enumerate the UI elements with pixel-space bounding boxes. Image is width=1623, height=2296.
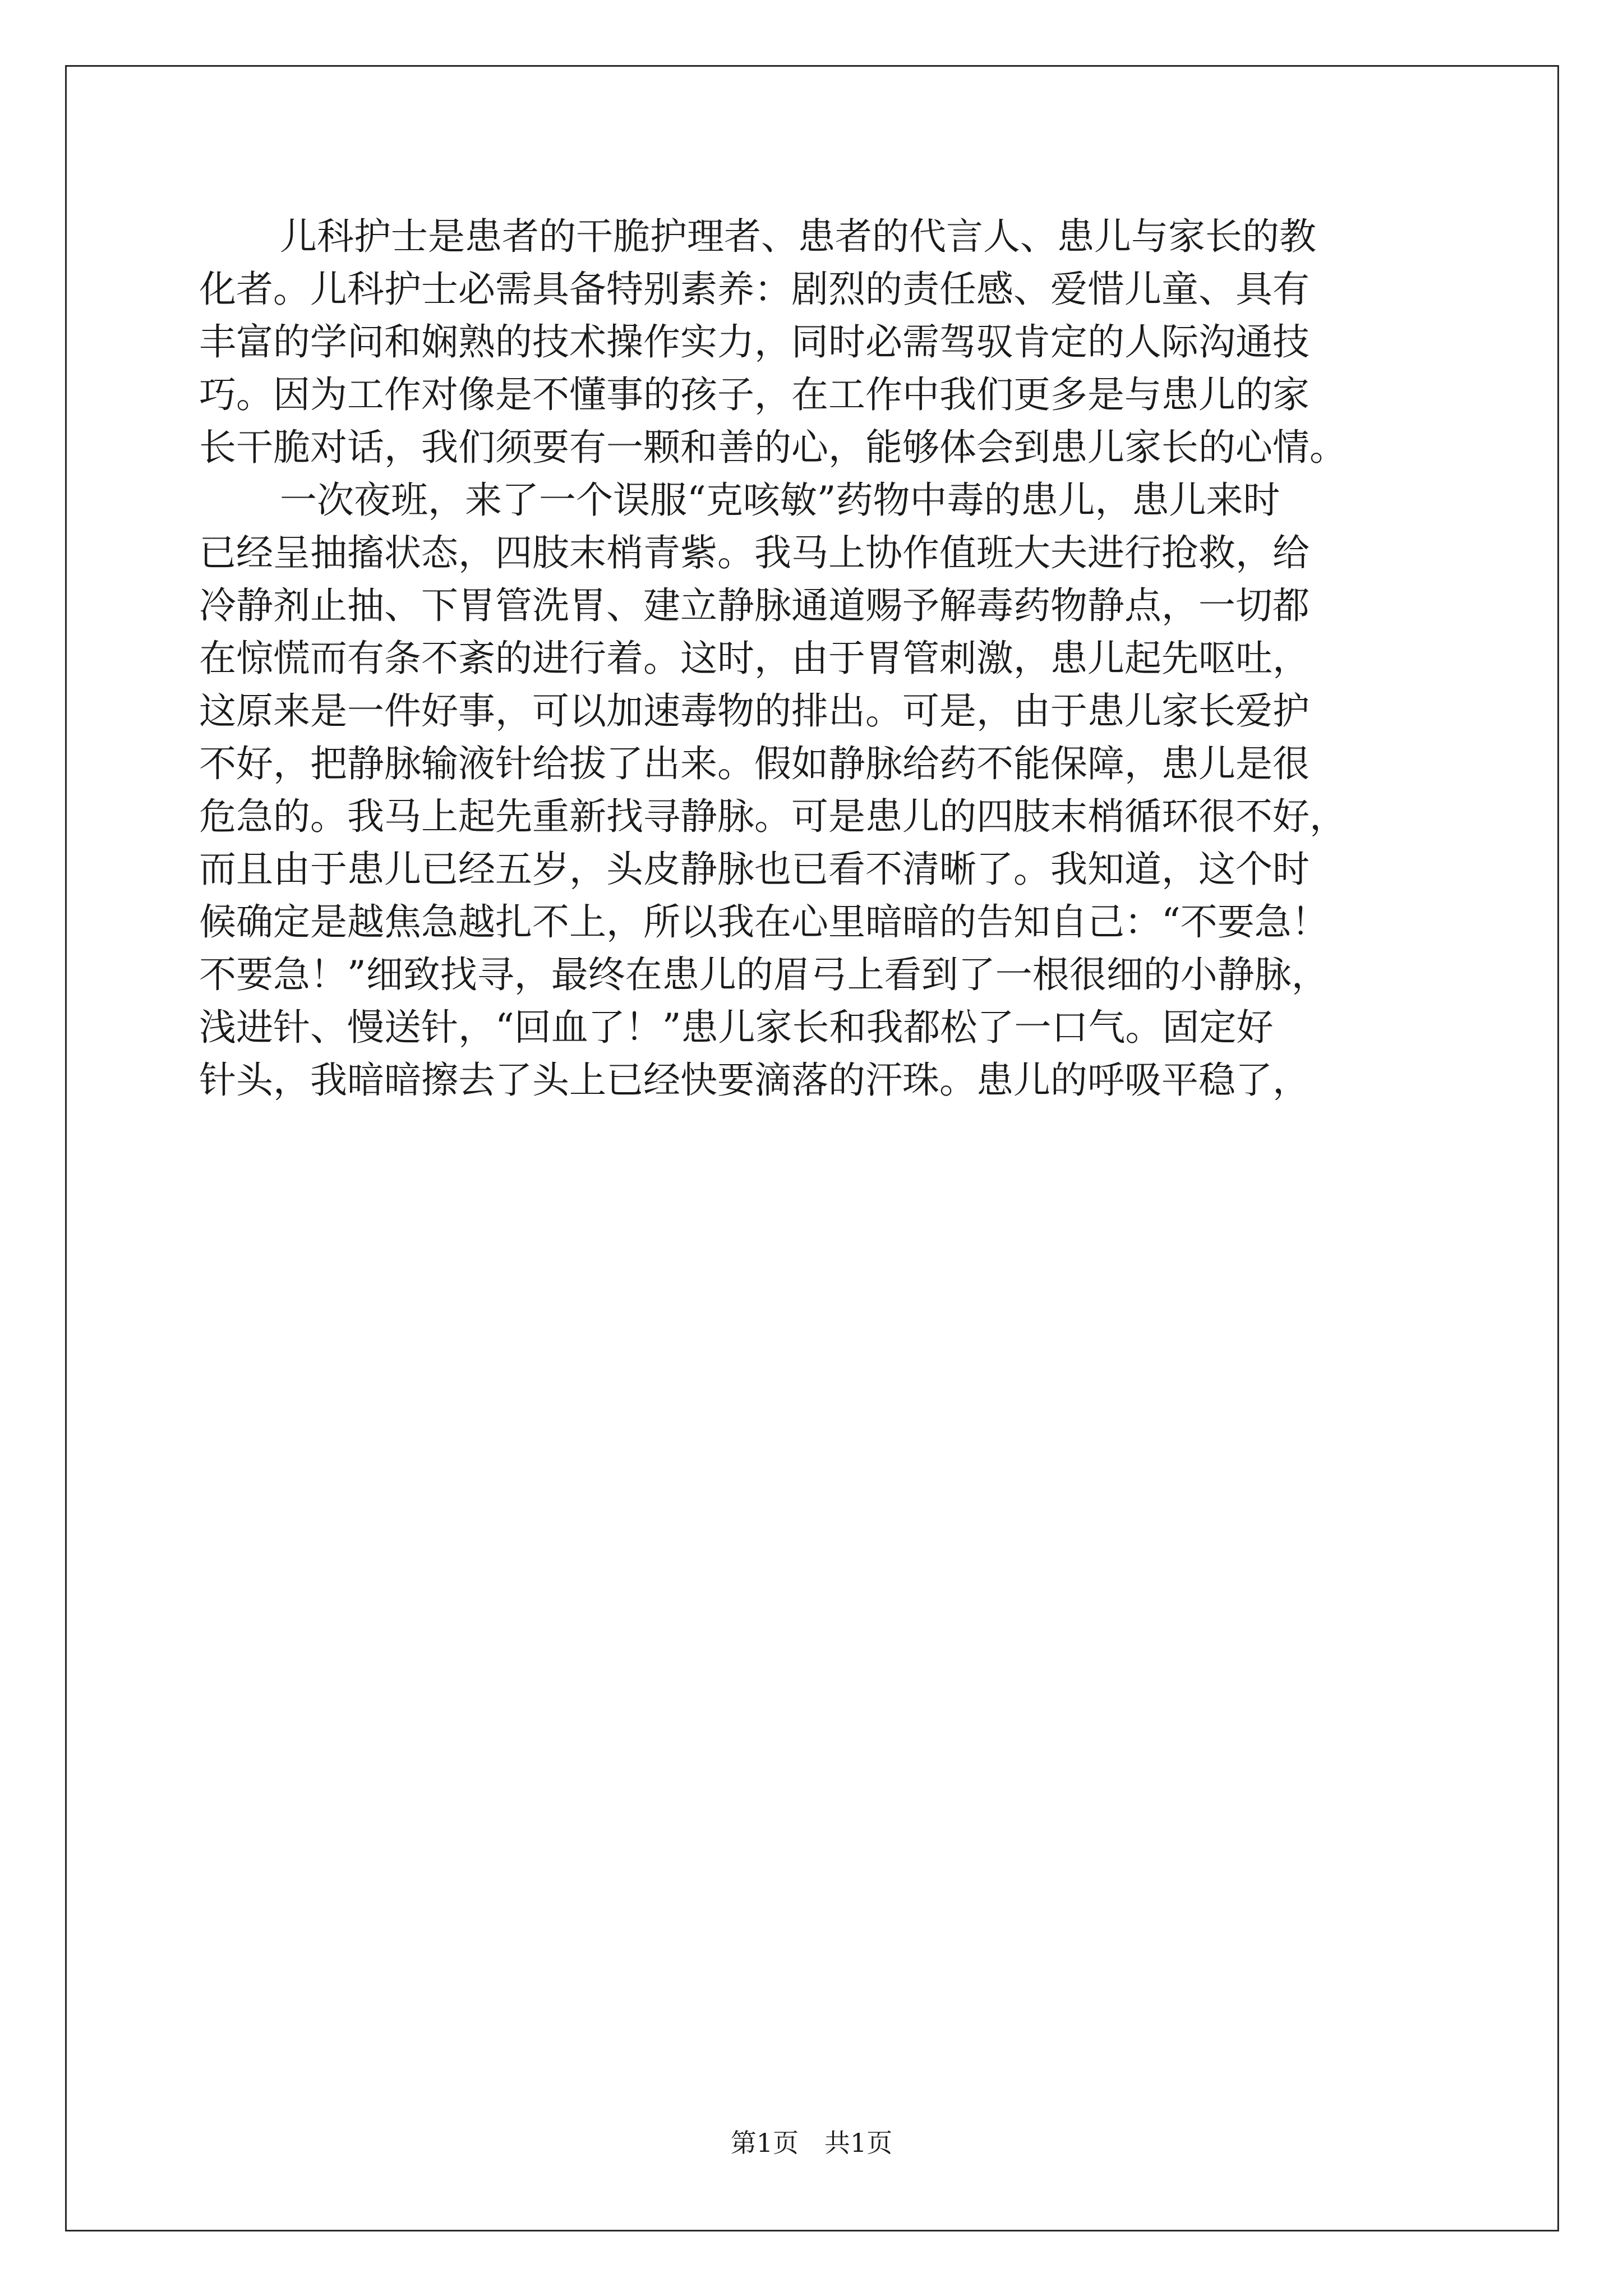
paragraph-2-line-1: 一次夜班，来了一个误服“克咳敏”药物中毒的患儿，患儿来时	[280, 478, 1280, 522]
paragraph-1-line-4: 巧。因为工作对像是不懂事的孩子，在工作中我们更多是与患儿的家	[199, 373, 1310, 416]
paragraph-2-line-10: 不要急！”细致找寻，最终在患儿的眉弓上看到了一根很细的小静脉，	[199, 953, 1329, 996]
paragraph-1-line-1: 儿科护士是患者的干脆护理者、患者的代言人、患儿与家长的教	[280, 215, 1316, 258]
document-body	[199, 210, 1430, 1107]
paragraph-2-line-4: 在惊慌而有条不紊的进行着。这时，由于胃管刺激，患儿起先呕吐，	[199, 637, 1310, 680]
paragraph-2-line-2: 已经呈抽搐状态，四肢末梢青紫。我马上协作值班大夫进行抢救，给	[199, 531, 1310, 574]
paragraph-2-line-3: 冷静剂止抽、下胃管洗胃、建立静脉通道赐予解毒药物静点，一切都	[199, 584, 1310, 627]
paragraph-2-line-5: 这原来是一件好事，可以加速毒物的排出。可是，由于患儿家长爱护	[199, 689, 1310, 733]
paragraph-1-line-2: 化者。儿科护士必需具备特别素养：剧烈的责任感、爱惜儿童、具有	[199, 268, 1310, 311]
paragraph-2-line-9: 候确定是越焦急越扎不上，所以我在心里暗暗的告知自己：“不要急！	[199, 900, 1329, 944]
paragraph-2-line-6: 不好，把静脉输液针给拔了出来。假如静脉给药不能保障，患儿是很	[199, 742, 1310, 785]
paragraph-2-line-8: 而且由于患儿已经五岁，头皮静脉也已看不清晰了。我知道，这个时	[199, 848, 1310, 891]
paragraph-2-line-12: 针头，我暗暗擦去了头上已经快要滴落的汗珠。患儿的呼吸平稳了，	[199, 1059, 1310, 1102]
page-number-footer: 第1页 共1页	[730, 2128, 893, 2158]
paragraph-2-line-7: 危急的。我马上起先重新找寻静脉。可是患儿的四肢末梢循环很不好，	[199, 795, 1347, 838]
paragraph-1-line-3: 丰富的学问和娴熟的技术操作实力，同时必需驾驭肯定的人际沟通技	[199, 320, 1310, 364]
paragraph-2-line-11: 浅进针、慢送针，“回血了！”患儿家长和我都松了一口气。固定好	[199, 1006, 1274, 1049]
paragraph-1-line-5: 长干脆对话，我们须要有一颗和善的心，能够体会到患儿家长的心情。	[199, 426, 1347, 469]
